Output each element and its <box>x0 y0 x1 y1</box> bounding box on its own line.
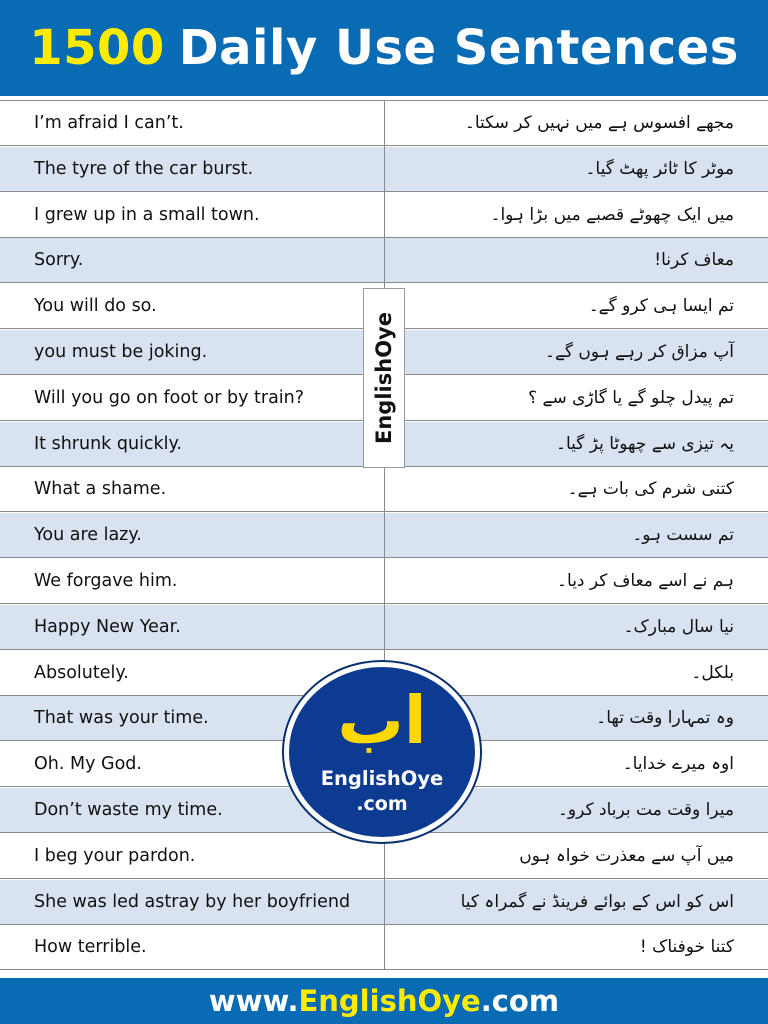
english-sentence: What a shame. <box>34 479 167 500</box>
footer-prefix: www. <box>208 984 299 1018</box>
logo-name: EnglishOye <box>320 767 444 790</box>
urdu-translation: میں ایک چھوٹے قصبے میں بڑا ہوا۔ <box>490 204 734 225</box>
logo-glyph: اب <box>337 682 427 759</box>
urdu-translation: معاف کرنا! <box>654 250 734 271</box>
english-sentence: You will do so. <box>34 296 157 317</box>
urdu-translation: یہ تیزی سے چھوٹا پڑ گیا۔ <box>556 433 734 454</box>
urdu-translation: میرا وقت مت برباد کرو۔ <box>557 800 734 820</box>
urdu-translation: کتنا خوفناک ! <box>639 937 734 958</box>
english-sentence: Don’t waste my time. <box>34 800 223 820</box>
urdu-translation: میں آپ سے معذرت خواہ ہوں <box>519 845 734 866</box>
urdu-translation: اوہ میرے خدایا۔ <box>622 754 734 775</box>
footer-suffix: .com <box>480 984 560 1018</box>
footer-brand: EnglishOye <box>298 984 481 1018</box>
english-sentence: Oh. My God. <box>34 754 142 775</box>
urdu-translation: آپ مزاق کر رہے ہوں گے۔ <box>545 342 734 362</box>
english-sentence: It shrunk quickly. <box>34 433 182 454</box>
urdu-translation: تم ایسا ہی کرو گے۔ <box>588 296 734 317</box>
urdu-translation: کتنی شرم کی بات ہے۔ <box>567 479 734 500</box>
english-sentence: That was your time. <box>34 708 209 729</box>
urdu-translation: تم سست ہو۔ <box>632 525 734 546</box>
title-number: 1500 <box>29 20 165 76</box>
logo-suffix: .com <box>356 793 408 815</box>
english-sentence: you must be joking. <box>34 342 208 362</box>
urdu-translation: تم پیدل چلو گے یا گاڑی سے ؟ <box>528 387 734 408</box>
english-sentence: I grew up in a small town. <box>34 204 260 225</box>
english-sentence: Happy New Year. <box>34 616 181 637</box>
urdu-translation: نیا سال مبارک۔ <box>623 616 734 637</box>
english-sentence: How terrible. <box>34 937 147 958</box>
english-sentence: I beg your pardon. <box>34 845 196 866</box>
urdu-translation: اس کو اس کے بوائے فرینڈ نے گمراہ کیا <box>460 891 734 912</box>
vertical-brand-text: EnglishOye <box>372 312 396 444</box>
english-sentence: You are lazy. <box>34 525 142 546</box>
english-sentence: I’m afraid I can’t. <box>34 113 184 133</box>
english-sentence: She was led astray by her boyfriend <box>34 891 351 912</box>
englishoye-logo <box>284 662 480 842</box>
vertical-brand-label <box>363 288 405 468</box>
urdu-translation: وہ تمہارا وقت تھا۔ <box>596 708 734 729</box>
english-sentence: The tyre of the car burst. <box>34 158 254 179</box>
title-text: Daily Use Sentences <box>178 20 739 76</box>
urdu-translation: ہم نے اسے معاف کر دیا۔ <box>557 571 734 591</box>
english-sentence: Sorry. <box>34 250 84 271</box>
english-sentence: We forgave him. <box>34 571 178 591</box>
footer-url[interactable] <box>0 978 768 1024</box>
english-sentence: Absolutely. <box>34 662 129 683</box>
urdu-translation: مجھے افسوس ہے میں نہیں کر سکتا۔ <box>464 113 734 133</box>
english-sentence: Will you go on foot or by train? <box>34 387 305 408</box>
page-title <box>0 0 768 96</box>
urdu-translation: بلکل۔ <box>691 662 734 683</box>
urdu-translation: موٹر کا ٹائر پھٹ گیا۔ <box>585 158 734 179</box>
